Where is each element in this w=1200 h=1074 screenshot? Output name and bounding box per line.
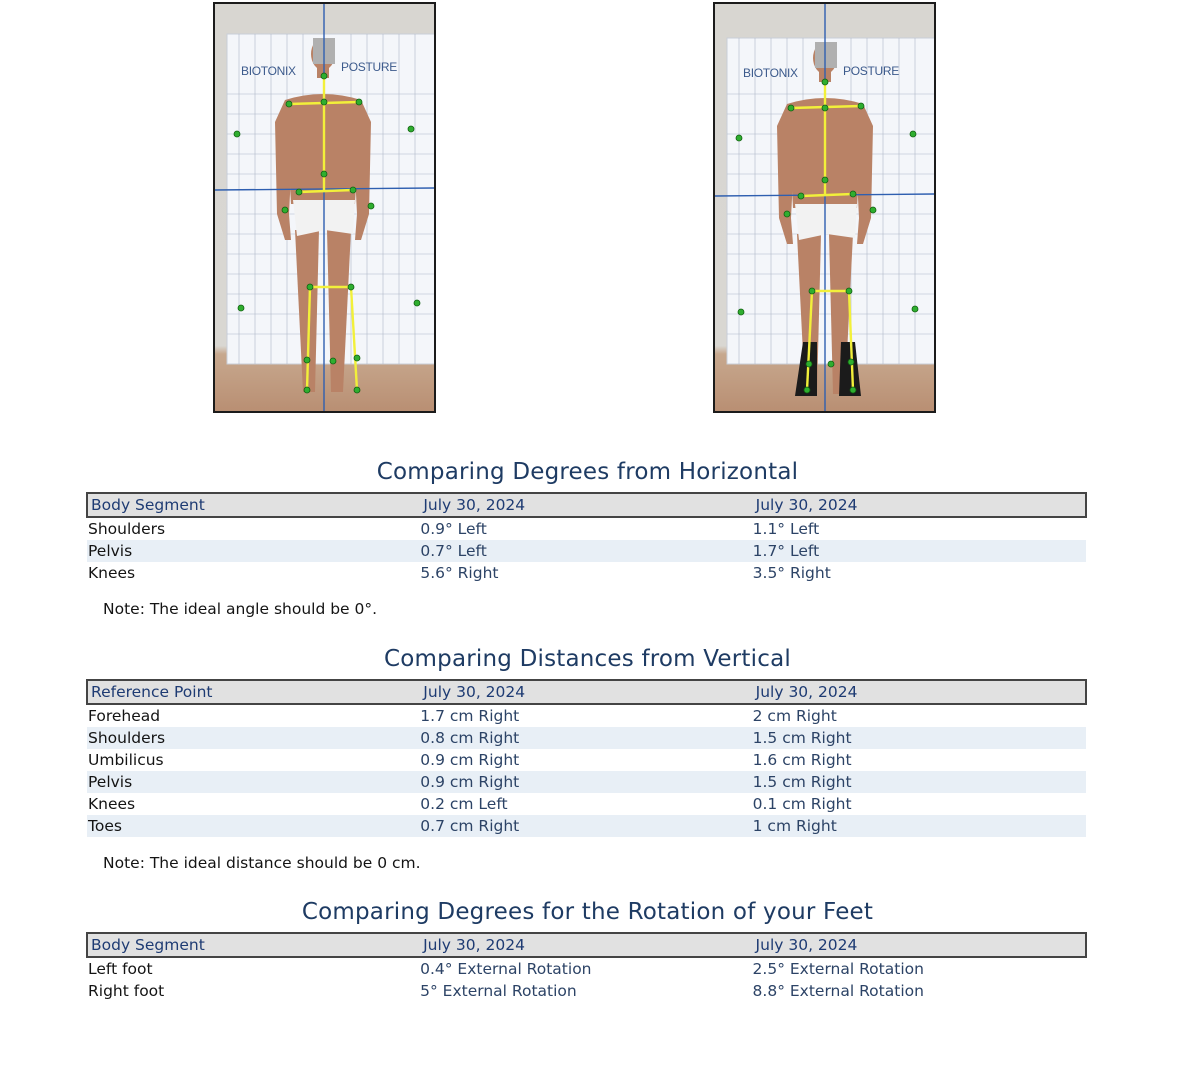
segment-cell: Forehead bbox=[88, 707, 161, 725]
vertical-table bbox=[86, 679, 1087, 837]
value-cell-date-1: 0.9 cm Right bbox=[420, 771, 752, 793]
horizontal-section-title: Comparing Degrees from Horizontal bbox=[376, 459, 799, 485]
table-row bbox=[87, 793, 1086, 815]
column-header-date-1: July 30, 2024 bbox=[420, 933, 752, 957]
value-cell-date-1: 5° External Rotation bbox=[420, 982, 577, 1000]
table-row bbox=[87, 980, 1086, 1002]
value-cell-date-2: 3.5° Right bbox=[752, 564, 831, 582]
horizontal-note: Note: The ideal angle should be 0°. bbox=[103, 600, 378, 618]
table-row bbox=[87, 749, 1086, 771]
feet-table bbox=[86, 932, 1087, 1002]
segment-cell: Pelvis bbox=[87, 540, 420, 562]
horizontal-table bbox=[86, 492, 1087, 584]
segment-cell: Umbilicus bbox=[88, 751, 164, 769]
board-brand-right: POSTURE bbox=[843, 64, 899, 78]
value-cell-date-2: 1.5 cm Right bbox=[753, 771, 1086, 793]
vertical-section-title: Comparing Distances from Vertical bbox=[384, 646, 791, 672]
segment-cell: Toes bbox=[87, 815, 420, 837]
segment-cell: Shoulders bbox=[87, 727, 420, 749]
column-header-date-2: July 30, 2024 bbox=[753, 493, 1086, 517]
value-cell-date-1: 5.6° Right bbox=[420, 564, 499, 582]
value-cell-date-1: 0.2 cm Left bbox=[420, 795, 508, 813]
value-cell-date-1: 0.7° Left bbox=[420, 540, 752, 562]
posture-photo-before bbox=[213, 2, 436, 413]
segment-cell: Knees bbox=[88, 564, 136, 582]
value-cell-date-2: 0.1 cm Right bbox=[752, 795, 852, 813]
column-header-reference: Reference Point bbox=[87, 680, 420, 704]
table-row bbox=[87, 771, 1086, 793]
column-header-date-1: July 30, 2024 bbox=[420, 493, 752, 517]
table-row bbox=[87, 540, 1086, 562]
board-brand-right: POSTURE bbox=[341, 60, 397, 74]
table-row bbox=[87, 727, 1086, 749]
value-cell-date-2: 1.7° Left bbox=[753, 540, 1086, 562]
value-cell-date-1: 0.9° Left bbox=[420, 520, 487, 538]
value-cell-date-2: 2 cm Right bbox=[752, 707, 837, 725]
table-row bbox=[87, 562, 1086, 584]
value-cell-date-1: 0.7 cm Right bbox=[420, 815, 752, 837]
table-row bbox=[87, 704, 1086, 727]
table-row bbox=[87, 517, 1086, 540]
column-header-segment: Body Segment bbox=[87, 493, 420, 517]
value-cell-date-1: 0.9 cm Right bbox=[420, 751, 520, 769]
segment-cell: Pelvis bbox=[87, 771, 420, 793]
board-brand-left: BIOTONIX bbox=[241, 64, 296, 78]
segment-cell: Shoulders bbox=[88, 520, 166, 538]
value-cell-date-1: 0.8 cm Right bbox=[420, 727, 752, 749]
value-cell-date-1: 1.7 cm Right bbox=[420, 707, 520, 725]
segment-cell: Right foot bbox=[88, 982, 165, 1000]
value-cell-date-2: 2.5° External Rotation bbox=[752, 960, 924, 978]
value-cell-date-2: 1.5 cm Right bbox=[753, 727, 1086, 749]
face-blur bbox=[815, 42, 837, 68]
table-header-row bbox=[87, 680, 1086, 704]
table-header-row bbox=[87, 933, 1086, 957]
value-cell-date-2: 1.1° Left bbox=[752, 520, 820, 538]
vertical-note: Note: The ideal distance should be 0 cm. bbox=[103, 854, 421, 872]
value-cell-date-2: 8.8° External Rotation bbox=[752, 982, 924, 1000]
segment-cell: Left foot bbox=[88, 960, 153, 978]
segment-cell: Knees bbox=[88, 795, 136, 813]
posture-photo-after bbox=[713, 2, 936, 413]
value-cell-date-2: 1 cm Right bbox=[753, 815, 1086, 837]
column-header-date-2: July 30, 2024 bbox=[753, 933, 1086, 957]
board-brand-left: BIOTONIX bbox=[743, 66, 798, 80]
posture-figure-after bbox=[715, 4, 934, 411]
posture-figure-before bbox=[215, 4, 434, 411]
value-cell-date-2: 1.6 cm Right bbox=[752, 751, 852, 769]
table-row bbox=[87, 815, 1086, 837]
feet-section-title: Comparing Degrees for the Rotation of your Feet bbox=[301, 899, 874, 925]
column-header-segment: Body Segment bbox=[87, 933, 420, 957]
value-cell-date-1: 0.4° External Rotation bbox=[420, 960, 592, 978]
column-header-date-1: July 30, 2024 bbox=[420, 680, 752, 704]
table-row bbox=[87, 957, 1086, 980]
column-header-date-2: July 30, 2024 bbox=[753, 680, 1086, 704]
table-header-row bbox=[87, 493, 1086, 517]
